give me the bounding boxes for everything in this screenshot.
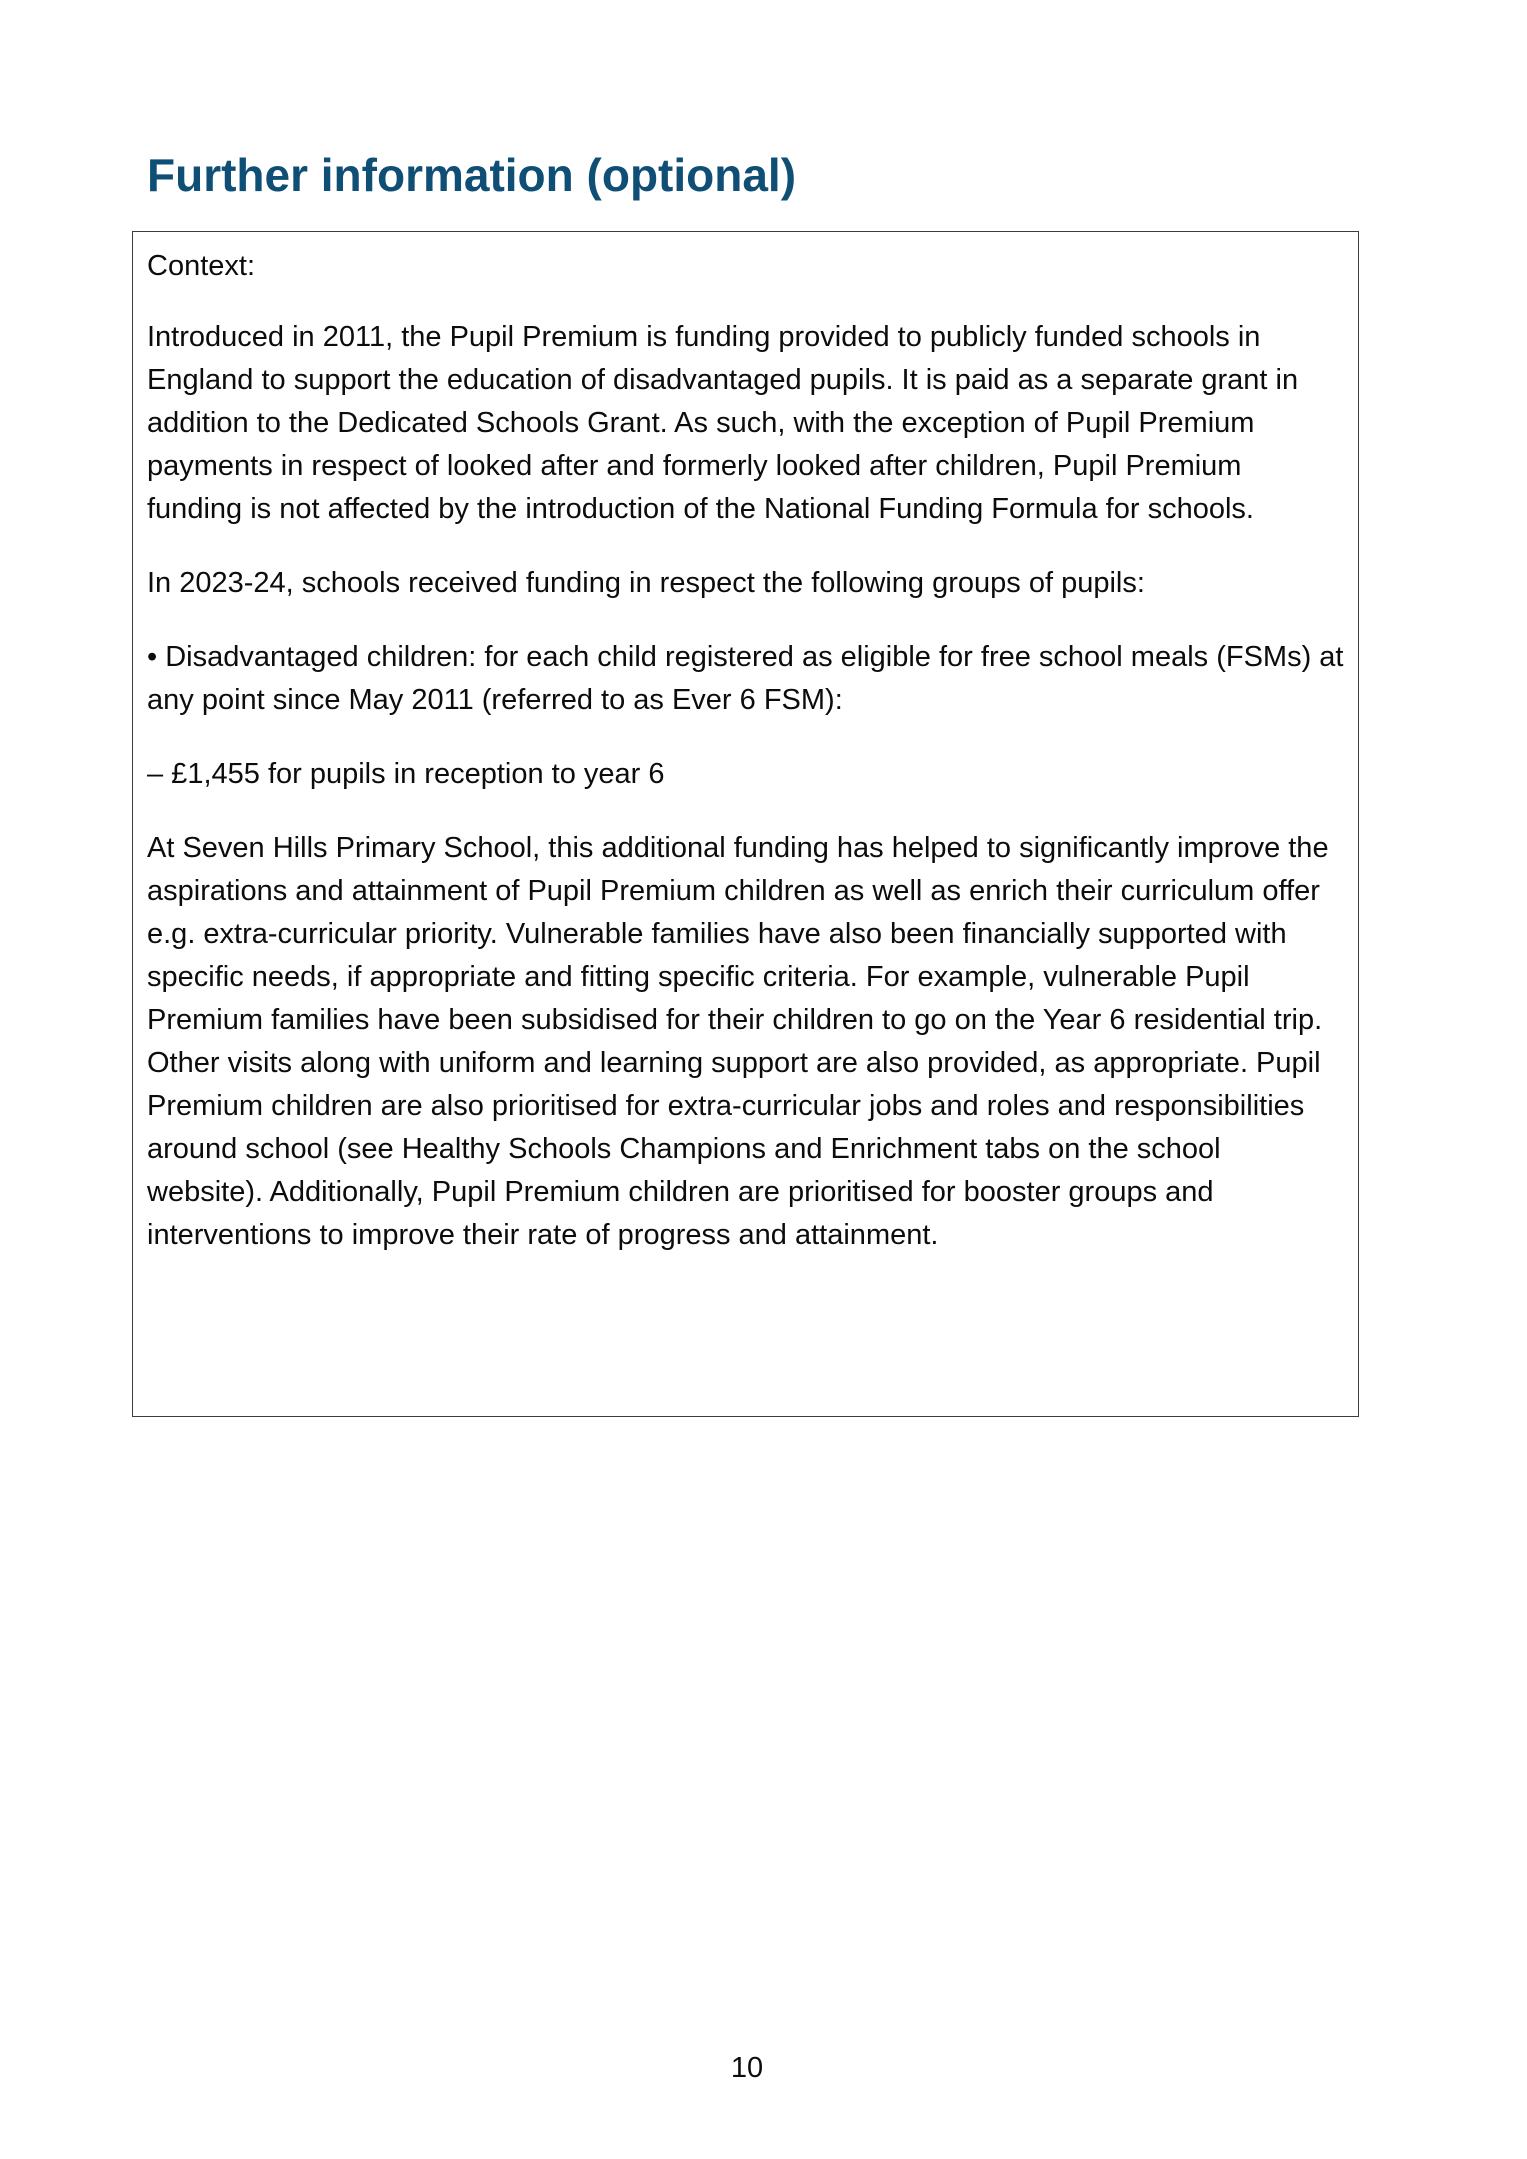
further-information-box bbox=[132, 231, 1359, 1417]
school-impact-paragraph: At Seven Hills Primary School, this additional funding has helped to significantly improve the aspirations and attainment of Pupil Premium children as well as enrich their curriculum offer e.g. extra-curricular priority. Vulnerable families have also been financially supported with specific needs, if appropriate and fitting specific criteria. For example, vulnerable Pupil Premium families have been subsidised for their children to go on the Year 6 residential trip. Other visits along with uniform and learning support are also provided, as appropriate. Pupil Premium children are also prioritised for extra-curricular jobs and roles and responsibilities around school (see Healthy Schools Champions and Enrichment tabs on the school website). Additionally, Pupil Premium children are prioritised for booster groups and interventions to improve their rate of progress and attainment. bbox=[147, 832, 1329, 1251]
funding-amount-item: – £1,455 for pupils in reception to year 6 bbox=[147, 758, 665, 790]
disadvantaged-children-bullet: • Disadvantaged children: for each child registered as eligible for free school meals (FSMs) at any point since May 2011 (referred to as Ever 6 FSM): bbox=[147, 641, 1344, 716]
page-number: 10 bbox=[730, 2052, 764, 2084]
funding-groups-paragraph: In 2023-24, schools received funding in respect the following groups of pupils: bbox=[147, 567, 1145, 599]
context-label: Context: bbox=[147, 250, 255, 282]
intro-paragraph: Introduced in 2011, the Pupil Premium is funding provided to publicly funded schools in England to support the education of disadvantaged pupils. It is paid as a separate grant in addition to the Dedicated Schools Grant. As such, with the exception of Pupil Premium payments in respect of looked after and formerly looked after children, Pupil Premium funding is not affected by the introduction of the National Funding Formula for schools. bbox=[147, 321, 1299, 525]
page-title: Further information (optional) bbox=[147, 149, 797, 201]
